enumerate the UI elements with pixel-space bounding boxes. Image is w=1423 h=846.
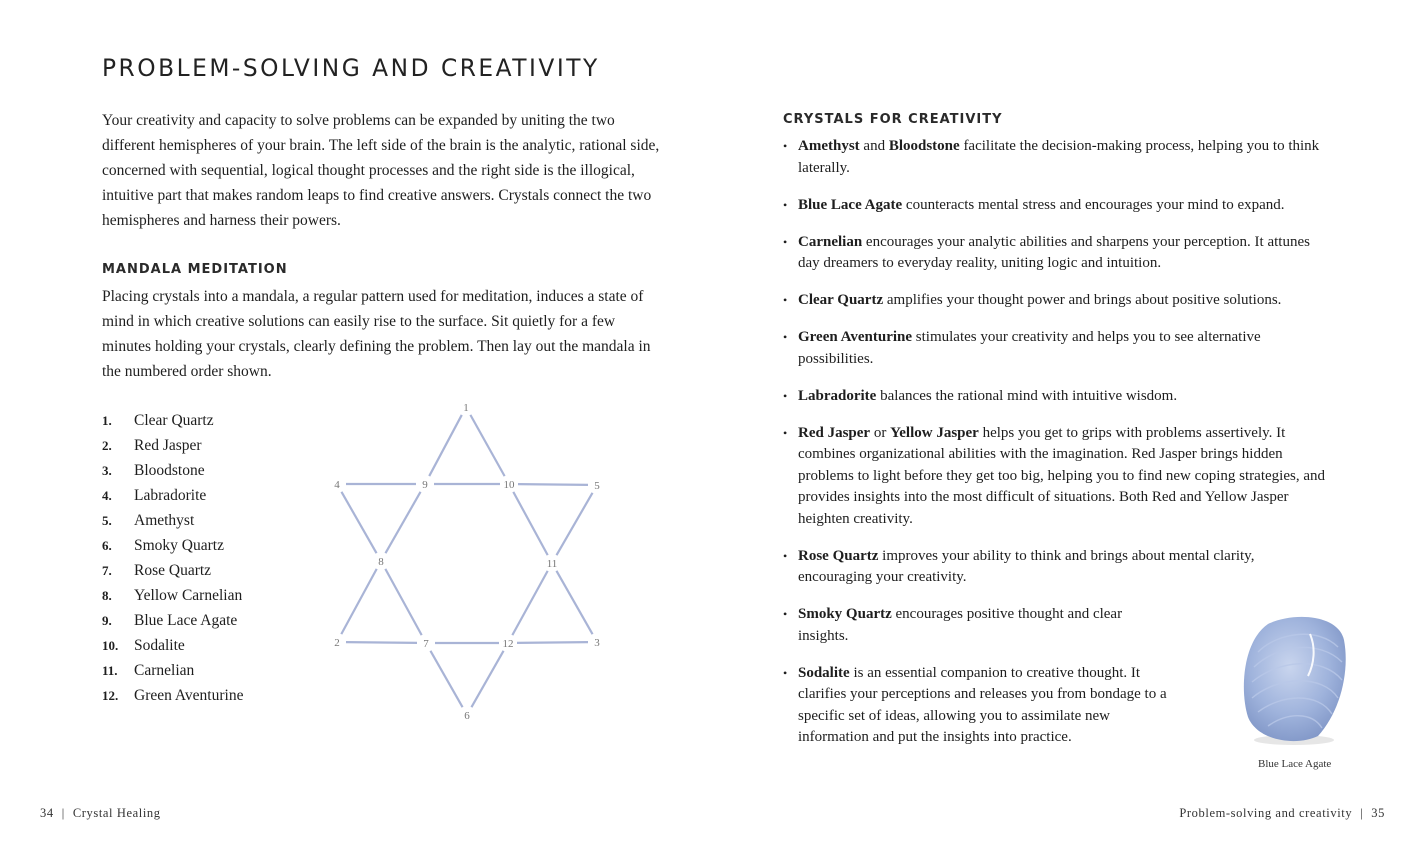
page-number-left: 34 bbox=[40, 806, 54, 820]
bullet-dot-icon: • bbox=[783, 139, 788, 153]
crystal-order-list bbox=[102, 408, 243, 708]
blue-lace-agate-image bbox=[1238, 612, 1348, 747]
creativity-bullet bbox=[783, 327, 1328, 370]
bullet-text: is an essential companion to creative thought. It clarifies your perceptions and releases you from bondage to a specific set of ideas, allowing you to assimilate new information and put the insights into practice. bbox=[798, 664, 1167, 745]
list-number: 2. bbox=[102, 438, 112, 453]
crystal-name-bold: Labradorite bbox=[798, 387, 877, 404]
crystal-name-bold: Amethyst bbox=[798, 138, 860, 154]
mandala-line bbox=[429, 415, 462, 476]
crystal-list-item bbox=[102, 558, 243, 583]
list-number: 11. bbox=[102, 663, 118, 678]
crystal-name: Yellow Carnelian bbox=[134, 587, 243, 604]
list-number: 12. bbox=[102, 688, 119, 703]
list-number: 3. bbox=[102, 463, 112, 478]
bullet-text: facilitate the decision-making process, helping you to think laterally. bbox=[798, 138, 1320, 176]
list-number: 7. bbox=[102, 563, 112, 578]
mandala-line bbox=[513, 492, 547, 555]
mandala-point-label: 7 bbox=[423, 638, 429, 650]
crystal-name-bold: Red Jasper bbox=[798, 424, 871, 441]
mandala-point-label: 9 bbox=[422, 479, 428, 491]
bullet-dot-icon: • bbox=[783, 388, 788, 403]
footer-right bbox=[1179, 806, 1385, 821]
crystal-name-bold: Carnelian bbox=[798, 233, 863, 250]
crystal-list-item bbox=[102, 458, 243, 483]
mandala-line bbox=[556, 493, 592, 555]
mandala-point-label: 10 bbox=[503, 479, 515, 491]
bullet-dot-icon: • bbox=[783, 665, 788, 680]
list-number: 1. bbox=[102, 413, 112, 428]
bullet-dot-icon: • bbox=[783, 607, 788, 621]
bullet-text: improves your ability to think and brings about mental clarity, encouraging your creativity. bbox=[798, 547, 1255, 585]
mandala-point-label: 6 bbox=[464, 710, 470, 722]
crystal-name: Carnelian bbox=[134, 662, 195, 679]
mandala-line bbox=[430, 651, 462, 707]
mandala-point-label: 3 bbox=[594, 637, 600, 649]
creativity-bullet bbox=[783, 423, 1328, 531]
list-number: 8. bbox=[102, 588, 112, 603]
crystal-name: Smoky Quartz bbox=[134, 537, 224, 554]
crystal-name: Amethyst bbox=[134, 512, 195, 529]
bullet-text: encourages your analytic abilities and sharpens your perception. It attunes day dreamers to everyday reality, uniting logic and intuition. bbox=[798, 233, 1310, 271]
page-number-right: 35 bbox=[1371, 806, 1385, 820]
mandala-line bbox=[385, 492, 420, 553]
crystal-name: Clear Quartz bbox=[134, 412, 214, 429]
mandala-line bbox=[518, 484, 588, 485]
crystal-list-item bbox=[102, 408, 243, 433]
mandala-line bbox=[341, 492, 376, 553]
list-number: 5. bbox=[102, 513, 112, 528]
crystal-name: Red Jasper bbox=[134, 437, 202, 454]
bullet-dot-icon: • bbox=[783, 425, 788, 440]
crystal-list-item bbox=[102, 433, 243, 458]
mandala-point-label: 4 bbox=[334, 479, 340, 491]
mandala-line bbox=[341, 569, 376, 634]
crystal-name: Rose Quartz bbox=[134, 562, 212, 579]
crystal-list-item bbox=[102, 683, 243, 708]
crystal-list-item bbox=[102, 633, 243, 658]
mandala-line bbox=[512, 571, 547, 635]
crystal-list-item bbox=[102, 533, 243, 558]
creativity-bullet bbox=[783, 604, 1168, 647]
list-number: 10. bbox=[102, 638, 119, 653]
page-title: PROBLEM-SOLVING AND CREATIVITY bbox=[102, 54, 600, 82]
mandala-line bbox=[385, 569, 421, 635]
crystal-name: Labradorite bbox=[134, 487, 207, 504]
creativity-bullet bbox=[783, 136, 1328, 179]
book-title: Crystal Healing bbox=[72, 806, 161, 820]
intro-paragraph: Your creativity and capacity to solve problems can be expanded by uniting the two different hemispheres of your brain. The left side of the brain is the analytic, rational side, concerned with sequential, logical thought processes and the right side is the illogical, intuitive part that makes random leaps to find creative answers. Crystals connect the two hemispheres and harness their powers. bbox=[102, 112, 660, 229]
crystal-list-item bbox=[102, 583, 243, 608]
bullet-dot-icon: • bbox=[783, 293, 788, 307]
bullet-dot-icon: • bbox=[783, 330, 788, 344]
mandala-point-label: 11 bbox=[546, 558, 558, 570]
mandala-point-label: 2 bbox=[334, 637, 340, 649]
creativity-bullet bbox=[783, 232, 1328, 275]
crystal-name: Sodalite bbox=[134, 637, 185, 654]
crystal-name: Green Aventurine bbox=[134, 687, 244, 704]
crystal-name-bold: Rose Quartz bbox=[798, 547, 879, 564]
crystal-name: Bloodstone bbox=[134, 462, 205, 479]
crystals-for-creativity-heading: CRYSTALS FOR CREATIVITY bbox=[783, 112, 1003, 127]
mandala-point-label: 12 bbox=[502, 638, 514, 650]
crystal-name-bold: Clear Quartz bbox=[798, 292, 884, 308]
crystal-name-bold: Blue Lace Agate bbox=[798, 196, 903, 213]
bullet-text: and bbox=[859, 138, 889, 154]
creativity-bullet bbox=[783, 195, 1328, 217]
mandala-point-label: 5 bbox=[594, 480, 600, 492]
bullet-text: helps you get to grips with problems assertively. It combines organizational abilities with the imagination. Red Jasper brings hidden problems to light before they get too big, helping you to find new coping strategies, and provides insights into the most difficult of situations. Both Red and Yellow Jasper heighten creativity. bbox=[798, 424, 1325, 527]
bullet-text: counteracts mental stress and encourages your mind to expand. bbox=[902, 196, 1285, 213]
mandala-diagram bbox=[320, 395, 620, 730]
bullet-text: balances the rational mind with intuitive wisdom. bbox=[876, 387, 1178, 404]
list-number: 9. bbox=[102, 613, 112, 628]
bullet-text: or bbox=[870, 424, 891, 441]
mandala-line bbox=[517, 642, 588, 643]
image-caption: Blue Lace Agate bbox=[1258, 758, 1332, 770]
mandala-line bbox=[556, 571, 592, 634]
mandala-line bbox=[471, 651, 503, 707]
crystal-name-bold: Bloodstone bbox=[888, 138, 960, 154]
creativity-bullet bbox=[783, 290, 1328, 312]
creativity-bullet bbox=[783, 663, 1168, 749]
mandala-point-label: 1 bbox=[463, 402, 469, 414]
mandala-heading: MANDALA MEDITATION bbox=[102, 262, 288, 277]
footer-separator: | bbox=[61, 806, 65, 820]
crystal-name-bold: Green Aventurine bbox=[798, 329, 913, 345]
mandala-point-label: 8 bbox=[378, 556, 384, 568]
crystal-list-item bbox=[102, 608, 243, 633]
bullet-text: amplifies your thought power and brings about positive solutions. bbox=[883, 292, 1282, 308]
bullet-dot-icon: • bbox=[783, 234, 788, 249]
creativity-bullet bbox=[783, 546, 1328, 589]
footer-separator: | bbox=[1360, 806, 1364, 820]
bullet-text: encourages positive thought and clear insights. bbox=[798, 606, 1123, 644]
mandala-line bbox=[470, 415, 504, 476]
list-number: 6. bbox=[102, 538, 112, 553]
creativity-bullet bbox=[783, 386, 1328, 408]
mandala-paragraph: Placing crystals into a mandala, a regular pattern used for meditation, induces a state of mind in which creative solutions can easily rise to the surface. Sit quietly for a few minutes holding your crystals, clearly defining the problem. Then lay out the mandala in the numbered order shown. bbox=[102, 288, 651, 380]
crystal-name-bold: Sodalite bbox=[798, 664, 850, 681]
crystal-name-bold: Smoky Quartz bbox=[798, 606, 892, 622]
crystal-list-item bbox=[102, 483, 243, 508]
mandala-line bbox=[346, 642, 417, 643]
list-number: 4. bbox=[102, 488, 112, 503]
bullet-dot-icon: • bbox=[783, 548, 788, 563]
crystal-list-item bbox=[102, 508, 243, 533]
crystal-name-bold: Yellow Jasper bbox=[890, 424, 979, 441]
footer-left bbox=[40, 806, 161, 821]
section-title: Problem-solving and creativity bbox=[1179, 806, 1353, 820]
crystal-name: Blue Lace Agate bbox=[134, 612, 238, 629]
crystal-list-item bbox=[102, 658, 243, 683]
bullet-dot-icon: • bbox=[783, 197, 788, 212]
bullet-text: stimulates your creativity and helps you to see alternative possibilities. bbox=[798, 329, 1261, 367]
